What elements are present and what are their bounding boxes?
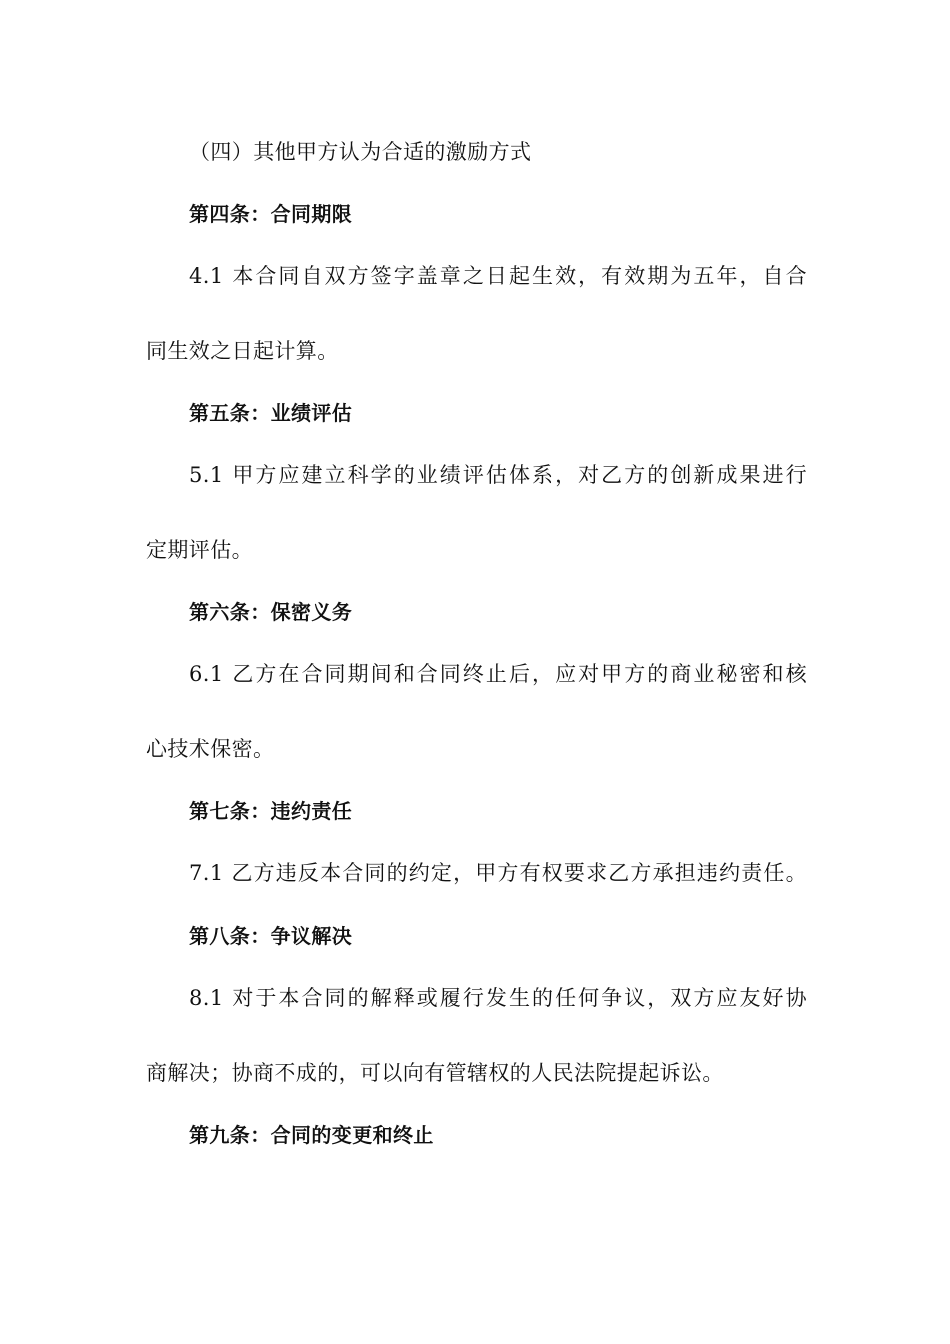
article-8-clause-line-2: 商解决；协商不成的，可以向有管辖权的人民法院提起诉讼。 bbox=[146, 1061, 724, 1085]
article-5-clause-line-2: 定期评估。 bbox=[146, 538, 253, 562]
article-6-heading: 第六条：保密义务 bbox=[189, 600, 353, 624]
article-6-clause-line-2: 心技术保密。 bbox=[146, 737, 275, 761]
article-5-clause-line-1: 5.1 甲方应建立科学的业绩评估体系，对乙方的创新成果进行 bbox=[189, 463, 807, 487]
article-5-heading: 第五条：业绩评估 bbox=[189, 401, 353, 425]
article-8-heading: 第八条：争议解决 bbox=[189, 924, 353, 948]
article-8-clause-line-1: 8.1 对于本合同的解释或履行发生的任何争议，双方应友好协 bbox=[189, 986, 807, 1010]
article-7-clause-line-1: 7.1 乙方违反本合同的约定，甲方有权要求乙方承担违约责任。 bbox=[189, 861, 807, 885]
article-4-heading: 第四条：合同期限 bbox=[189, 202, 353, 226]
article-7-heading: 第七条：违约责任 bbox=[189, 799, 353, 823]
article-6-clause-line-1: 6.1 乙方在合同期间和合同终止后，应对甲方的商业秘密和核 bbox=[189, 662, 807, 686]
article-9-heading: 第九条：合同的变更和终止 bbox=[189, 1123, 434, 1147]
article-4-clause-line-1: 4.1 本合同自双方签字盖章之日起生效，有效期为五年，自合 bbox=[189, 264, 807, 288]
list-item-four: （四）其他甲方认为合适的激励方式 bbox=[189, 140, 532, 164]
article-4-clause-line-2: 同生效之日起计算。 bbox=[146, 339, 339, 363]
